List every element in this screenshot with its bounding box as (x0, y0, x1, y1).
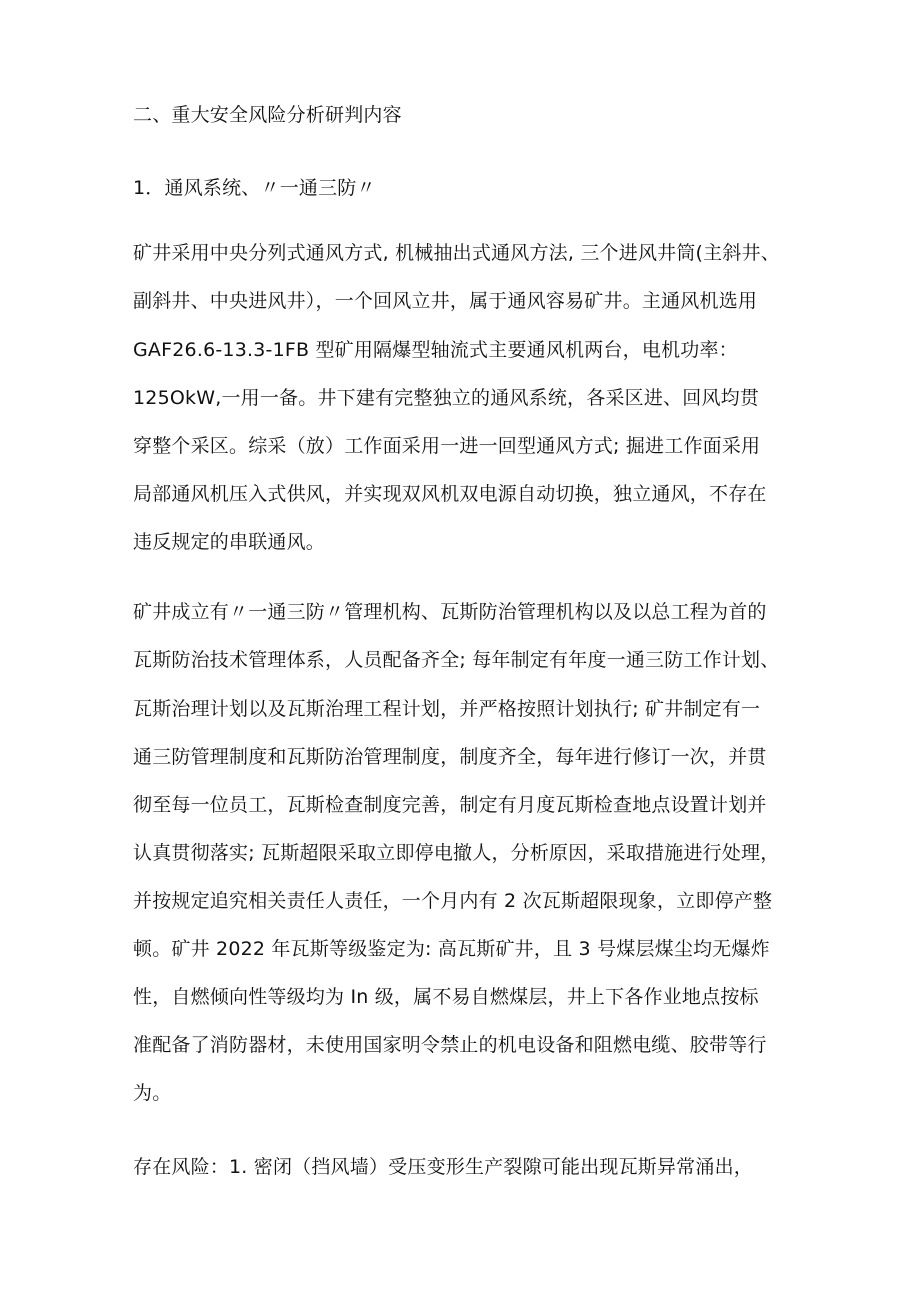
paragraph-line: 性，自燃倾向性等级均为 In 级，属不易自燃煤层，井上下各作业地点按标 (133, 986, 759, 1008)
paragraph-line: 瓦斯防治技术管理体系，人员配备齐全; 每年制定有年度一通三防工作计划、 (133, 649, 780, 671)
paragraph-line: 为。 (133, 1082, 172, 1104)
paragraph-line: GAF26.6-13.3-1FB 型矿用隔爆型轴流式主要通风机两台，电机功率： (133, 339, 738, 361)
paragraph-line: 局部通风机压入式供风，并实现双风机双电源自动切换，独立通风，不存在 (133, 483, 767, 505)
section-heading: 二、重大安全风险分析研判内容 (133, 104, 402, 126)
paragraph-line: 顿。矿井 2022 年瓦斯等级鉴定为: 高瓦斯矿井，且 3 号煤层煤尘均无爆炸 (133, 938, 770, 960)
paragraph-line: 彻至每一位员工，瓦斯检查制度完善，制定有月度瓦斯检查地点设置计划并 (133, 794, 767, 816)
paragraph-line: 矿井成立有〃一通三防〃管理机构、瓦斯防治管理机构以及以总工程为首的 (133, 601, 767, 623)
paragraph-line: 副斜井、中央进风井），一个回风立井，属于通风容易矿井。主通风机选用 (133, 290, 758, 312)
paragraph-line: 通三防管理制度和瓦斯防治管理制度，制度齐全，每年进行修订一次，并贯 (133, 746, 767, 768)
paragraph-line: 125OkW,一用一备。井下建有完整独立的通风系统，各采区进、回风均贯 (133, 387, 760, 409)
paragraph-line: 认真贯彻落实; 瓦斯超限采取立即停电撤人，分析原因，采取措施进行处理， (133, 842, 780, 864)
subsection-heading: 1．通风系统、〃一通三防〃 (133, 177, 376, 199)
paragraph-line: 并按规定追究相关责任人责任，一个月内有 2 次瓦斯超限现象，立即停产整 (133, 890, 773, 912)
paragraph-line: 存在风险：1. 密闭（挡风墙）受压变形生产裂隙可能出现瓦斯异常涌出， (133, 1156, 753, 1178)
paragraph-line: 穿整个采区。综采（放）工作面采用一进一回型通风方式; 掘进工作面采用 (133, 435, 761, 457)
paragraph-line: 矿井采用中央分列式通风方式, 机械抽出式通风方法, 三个进风井筒(主斜井、 (133, 242, 780, 264)
paragraph-line: 瓦斯治理计划以及瓦斯治理工程计划，并严格按照计划执行; 矿井制定有一 (133, 698, 761, 720)
paragraph-line: 违反规定的串联通风。 (133, 531, 326, 553)
paragraph-line: 准配备了消防器材，未使用国家明令禁止的机电设备和阻燃电缆、胶带等行 (133, 1034, 767, 1056)
